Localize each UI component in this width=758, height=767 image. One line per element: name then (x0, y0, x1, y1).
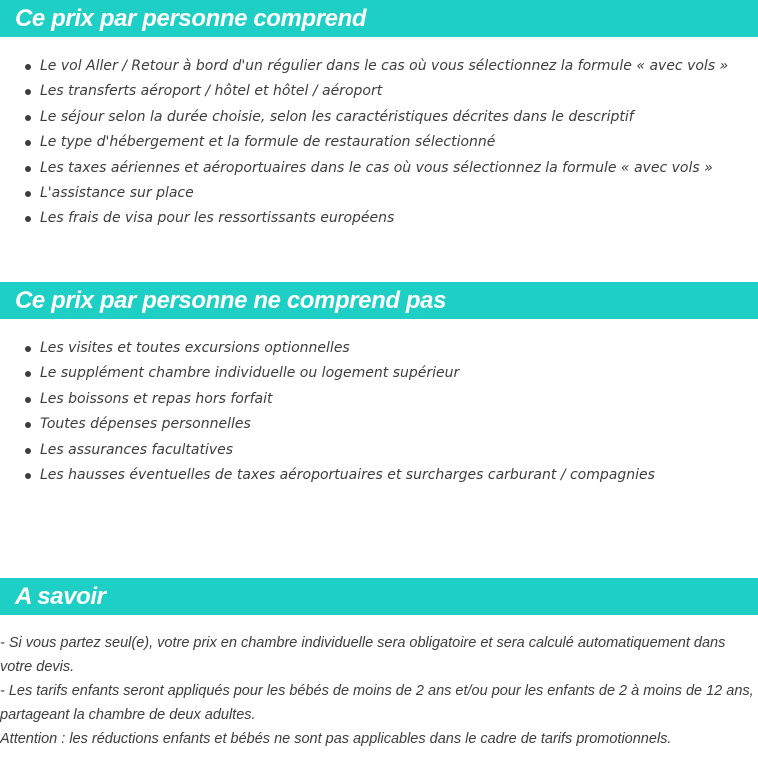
info-paragraph: - Si vous partez seul(e), votre prix en chambre individuelle sera obligatoire et sera calculé automatiquement dans votre devis. (0, 635, 726, 675)
list-item (0, 54, 758, 79)
list-item (0, 361, 758, 386)
excludes-section-header (0, 282, 758, 319)
list-item-text: Les assurances facultatives (40, 441, 234, 458)
bullet-icon (25, 397, 31, 403)
bullet-icon (25, 473, 31, 479)
bullet-icon (25, 191, 31, 197)
excludes-section-title: Ce prix par personne ne comprend pas (15, 287, 447, 314)
info-paragraph: Attention : les réductions enfants et bébés ne sont pas applicables dans le cadre de tarifs promotionnels. (0, 731, 672, 747)
list-item (0, 387, 758, 412)
bullet-icon (25, 422, 31, 428)
bullet-icon (25, 216, 31, 222)
list-item-text: Les transferts aéroport / hôtel et hôtel / aéroport (40, 83, 383, 100)
list-item (0, 130, 758, 155)
includes-section-header (0, 0, 758, 37)
includes-section-title: Ce prix par personne comprend (15, 5, 367, 32)
bullet-icon (25, 346, 31, 352)
list-item-text: Les hausses éventuelles de taxes aéroportuaires et surcharges carburant / compagnies (40, 466, 655, 483)
excludes-list (0, 336, 758, 488)
list-item (0, 412, 758, 437)
list-item-text: Le type d'hébergement et la formule de restauration sélectionné (40, 134, 496, 151)
list-item (0, 79, 758, 104)
list-item-text: Les boissons et repas hors forfait (40, 390, 273, 407)
list-item (0, 105, 758, 130)
info-paragraph: - Les tarifs enfants seront appliqués pour les bébés de moins de 2 ans et/ou pour les enfants de 2 à moins de 12 ans, partageant la chambre de deux adultes. (0, 683, 754, 723)
list-item-text: Les frais de visa pour les ressortissants européens (40, 210, 395, 227)
list-item-text: Le séjour selon la durée choisie, selon les caractéristiques décrites dans le descriptif (40, 108, 634, 125)
list-item-text: Le supplément chambre individuelle ou logement supérieur (40, 365, 460, 382)
includes-list (0, 54, 758, 232)
list-item (0, 181, 758, 206)
bullet-icon (25, 166, 31, 172)
know-section-title: A savoir (15, 583, 106, 610)
bullet-icon (25, 115, 31, 121)
list-item (0, 336, 758, 361)
bullet-icon (25, 448, 31, 454)
list-item (0, 463, 758, 488)
bullet-icon (25, 140, 31, 146)
list-item-text: Toutes dépenses personnelles (40, 416, 251, 433)
list-item (0, 206, 758, 231)
bullet-icon (25, 89, 31, 95)
list-item-text: L'assistance sur place (40, 184, 194, 201)
list-item-text: Les taxes aériennes et aéroportuaires dans le cas où vous sélectionnez la formule « avec vols » (40, 159, 713, 176)
list-item-text: Les visites et toutes excursions optionnelles (40, 340, 350, 356)
list-item (0, 438, 758, 463)
bullet-icon (25, 64, 31, 70)
know-section-header (0, 578, 758, 615)
know-info-block (0, 631, 756, 751)
bullet-icon (25, 371, 31, 377)
list-item-text: Le vol Aller / Retour à bord d'un régulier dans le cas où vous sélectionnez la formule « avec vols » (40, 58, 729, 74)
list-item (0, 156, 758, 181)
